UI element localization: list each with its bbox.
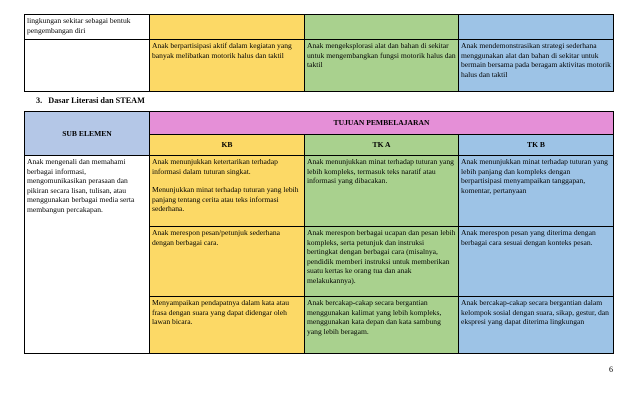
sub-elemen-description: Anak mengenali dan memahami berbagai informasi, mengomunikasikan perasaan dan pikiran secara lisan, tulisan, atau menggunakan berbagai media serta membangun percakapan. <box>25 156 150 354</box>
kb-cell: Anak merespon pesan/petunjuk sederhana dengan berbagai cara. <box>150 227 305 297</box>
kb-cell: Anak berpartisipasi aktif dalam kegiatan yang banyak melibatkan motorik halus dan taktil <box>150 40 305 92</box>
sub-elemen-cell: lingkungan sekitar sebagai bentuk pengembangan diri <box>25 15 150 40</box>
kb-paragraph: Anak menunjukkan ketertarikan terhadap informasi dalam tuturan singkat. <box>152 157 278 176</box>
tkb-cell: Anak bercakap-cakap secara bergantian dalam kelompok sosial dengan suara, sikap, gestur, dan ekspresi yang dapat diterima lingkungan <box>459 297 614 354</box>
section-number: 3. <box>36 96 43 105</box>
learning-goals-table <box>24 111 614 354</box>
tkb-cell <box>459 15 614 40</box>
top-table <box>24 14 614 92</box>
tkb-header: TK B <box>459 135 614 156</box>
tka-cell: Anak merespon berbagai ucapan dan pesan lebih kompleks, serta petunjuk dan instruksi bertingkat dengan berbagai cara (misalnya, pendidik memberi instruksi untuk memberikan suatu kertas ke orang tua dan anak melakukannya). <box>305 227 459 297</box>
tujuan-header: TUJUAN PEMBELAJARAN <box>150 112 614 135</box>
kb-paragraph: Menunjukkan minat terhadap tuturan yang lebih panjang tentang cerita atau teks informasi sederhana. <box>152 185 299 214</box>
sub-elemen-header: SUB ELEMEN <box>25 112 150 156</box>
tka-header: TK A <box>305 135 459 156</box>
kb-cell <box>150 156 305 227</box>
tkb-cell: Anak merespon pesan yang diterima dengan berbagai cara sesuai dengan konteks pesan. <box>459 227 614 297</box>
table-row <box>25 15 614 40</box>
tka-cell: Anak mengeksplorasi alat dan bahan di sekitar untuk mengembangkan fungsi motorik halus dan taktil <box>305 40 459 92</box>
tka-cell <box>305 15 459 40</box>
table-row <box>25 40 614 92</box>
tkb-cell: Anak mendemonstrasikan strategi sederhana menggunakan alat dan bahan di sekitar untuk bermain bersama pada beragam aktivitas motorik halus dan taktil <box>459 40 614 92</box>
kb-header: KB <box>150 135 305 156</box>
page-number: 6 <box>609 365 613 374</box>
table-row <box>25 156 614 227</box>
kb-cell: Menyampaikan pendapatnya dalam kata atau frasa dengan suara yang dapat didengar oleh lawan bicara. <box>150 297 305 354</box>
table-header-row <box>25 112 614 135</box>
tka-cell: Anak menunjukkan minat terhadap tuturan yang lebih kompleks, termasuk teks naratif atau informasi yang dibacakan. <box>305 156 459 227</box>
tkb-cell: Anak menunjukkan minat terhadap tuturan yang lebih panjang dan kompleks dengan berpartisipasi menyampaikan tanggapan, komentar, pertanyaan <box>459 156 614 227</box>
section-heading <box>36 96 145 105</box>
tka-cell: Anak bercakap-cakap secara bergantian menggunakan kalimat yang lebih kompleks, menggunakan kata depan dan kata sambung yang lebih beragam. <box>305 297 459 354</box>
section-title: Dasar Literasi dan STEAM <box>48 96 145 105</box>
sub-elemen-cell <box>25 40 150 92</box>
kb-cell <box>150 15 305 40</box>
